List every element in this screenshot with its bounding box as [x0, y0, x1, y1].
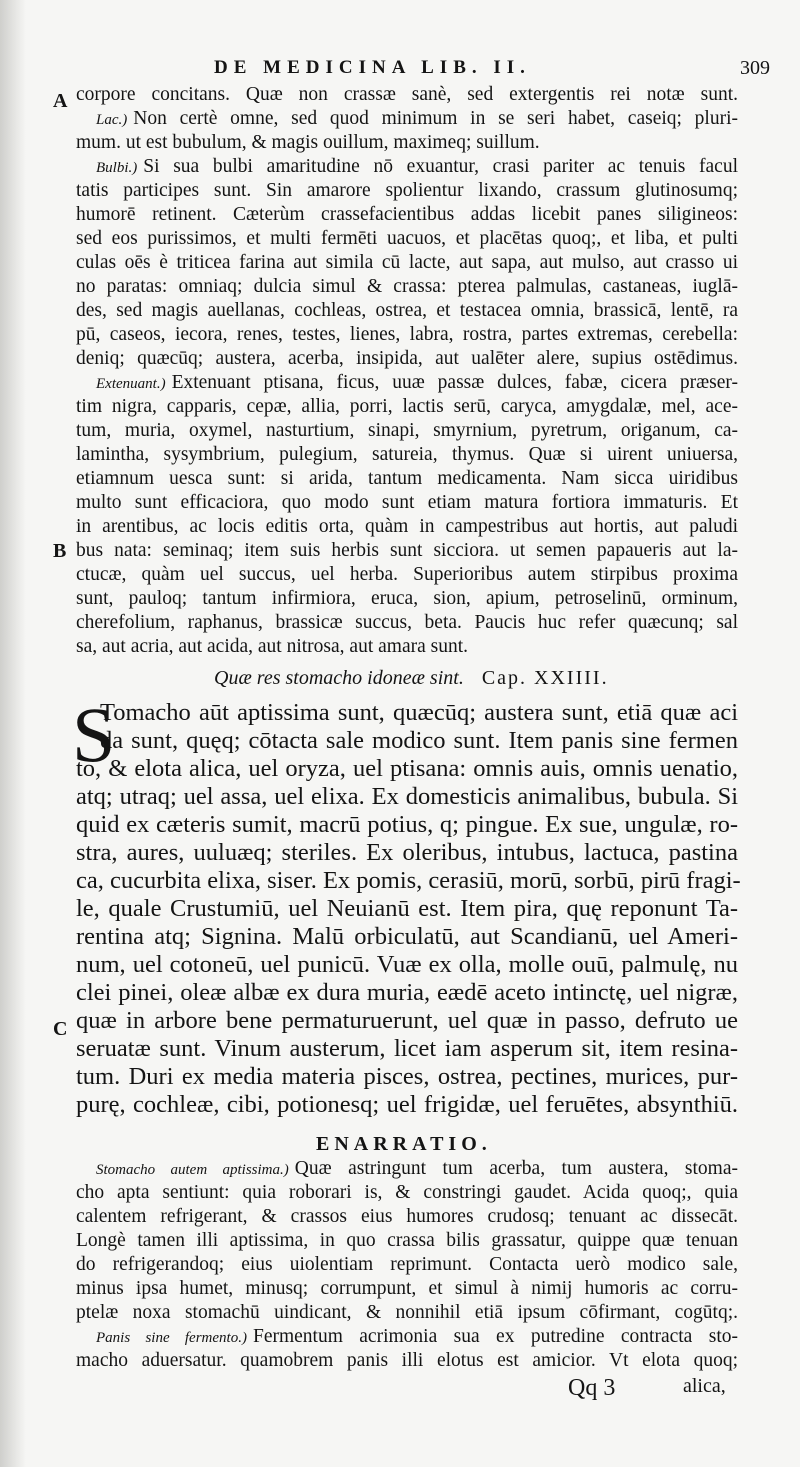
text-line: minus ipsa humet, minusq; corrumpunt, et simul à nimij humoris ac corru-	[76, 1278, 738, 1299]
text-line: da sunt, quęq; cōtacta sale modico sunt. Item panis sine fermen	[100, 727, 738, 754]
text-line: seruatæ sunt. Vinum austerum, licet iam asperum sit, item resina-	[76, 1035, 738, 1062]
text-line: ptelæ noxa stomachū uindicant, & nonnihil etiā ipsum cōfirmant, cogūtq;.	[76, 1302, 738, 1323]
marginal-label: Stomacho autem aptissima.)	[96, 1162, 289, 1178]
text-line: tum, muria, oxymel, nasturtium, sinapi, smyrnium, pyretrum, origanum, ca-	[76, 420, 738, 441]
text-line: etiamnum uesca sunt: si arida, tantum medicamenta. Nam sicca uiridibus	[76, 468, 738, 489]
line-text: Si sua bulbi amaritudine nō exuantur, crasi pariter ac tenuis facul	[143, 156, 738, 177]
text-line: tum. Duri ex media materia pisces, ostrea, pectines, murices, pur-	[76, 1063, 738, 1090]
text-line: ctucæ, quàm uel succus, uel herba. Superioribus autem stirpibus proxima	[76, 564, 738, 585]
text-line	[96, 155, 738, 180]
margin-letter-c: C	[53, 1018, 68, 1040]
text-line: sa, aut acria, aut acida, aut nitrosa, aut amara sunt.	[76, 636, 468, 657]
chapter-number: Cap. XXIIII.	[481, 667, 609, 689]
signature-mark: Qq 3	[568, 1375, 616, 1401]
text-line: le, quale Crustumiū, uel Neuianū est. Item pira, quę reponunt Ta-	[76, 895, 738, 922]
text-line: lamintha, sysymbrium, pulegium, satureia, thymus. Quæ si uirent uniuersa,	[76, 444, 738, 465]
text-line: cherefolium, raphanus, brassicæ succus, beta. Paucis huc refer quæcunq; sal	[76, 612, 738, 633]
page-number: 309	[740, 57, 770, 79]
catchword: alica,	[683, 1375, 726, 1397]
line-text: Non certè omne, sed quod minimum in se seri habet, caseiq; pluri-	[133, 108, 738, 129]
text-line: no paratas: omniaq; dulcia simul & crassa: ptereа palmulas, castaneas, iuglā-	[76, 276, 738, 297]
text-line: culas oēs è triticea farina aut simila cū lacte, aut sapa, aut mulso, aut crasso ui	[76, 252, 738, 273]
line-text: Quæ astringunt tum acerba, tum austera, stoma-	[294, 1158, 738, 1179]
text-line: quæ in arbore bene permaturuerunt, uel quæ in passo, defruto ue	[76, 1007, 738, 1034]
running-title: DE MEDICINA LIB. II.	[214, 57, 531, 78]
text-line: tatis participes sunt. Sin amarore spolientur lixando, crassum glutinosumq;	[76, 180, 738, 201]
text-line	[96, 107, 738, 132]
marginal-label: Bulbi.)	[96, 160, 138, 176]
text-line: purę, cochleæ, cibi, potionesq; uel frigidæ, uel feruētes, absynthiū.	[76, 1091, 738, 1118]
text-line: clei pinei, oleæ albæ ex dura muria, eædē aceto intinctę, uel nigræ,	[76, 979, 738, 1006]
text-line: Longè tamen illi aptissima, in quo crassa bilis grassatur, quippe quæ tenuan	[76, 1230, 738, 1251]
text-line	[96, 1157, 738, 1182]
marginal-label: Lac.)	[96, 112, 128, 128]
chapter-heading	[214, 667, 609, 690]
text-line: num, uel cotoneū, uel punicū. Vuæ ex olla, molle ouū, palmulę, nu	[76, 951, 738, 978]
text-line: macho aduersatur. quamobrem panis illi elotus est amicior. Vt elota quoq;	[76, 1350, 738, 1371]
text-line: stra, aures, uuluæq; steriles. Ex oleribus, intubus, lactuca, pastina	[76, 839, 738, 866]
marginal-label: Extenuant.)	[96, 376, 166, 392]
text-line: cho apta sentiunt: quia roborari is, & constringi gaudet. Acida quoq;, quia	[76, 1182, 738, 1203]
text-line: bus nata: seminaq; item suis herbis sunt sicciora. ut semen papaueris aut la-	[76, 540, 738, 561]
text-line: calentem refrigerant, & crassos eius humores crudosq; tenuant ac dissecāt.	[76, 1206, 738, 1227]
text-line: sed eos purissimos, et multi fermēti uacuos, et placētas quoq;, et liba, et pulti	[76, 228, 738, 249]
text-line: sunt, pauloq; tantum infirmiora, eruca, sion, apium, petroselinū, orminum,	[76, 588, 738, 609]
text-line: corpore concitans. Quæ non crassæ sanè, sed extergentis rei notæ sunt.	[76, 84, 738, 105]
text-line: pū, caseos, iecora, renes, testes, lienes, labra, rostra, partes extremas, cerebella:	[76, 324, 738, 345]
text-line: ca, cucurbita elixa, siser. Ex pomis, cerasiū, morū, sorbū, pirū fragi-	[76, 867, 741, 894]
text-line: to, & elota alica, uel oryza, uel ptisana: omnis auis, omnis uenatio,	[76, 755, 738, 782]
text-line: in arentibus, ac locis editis orta, quàm in campestribus aut hortis, aut paludi	[76, 516, 738, 537]
text-line: do refrigerandoq; eius uiolentiam reprimunt. Contacta uerò modico sale,	[76, 1254, 738, 1275]
text-line: Tomacho aūt aptissima sunt, quæcūq; austera sunt, etiā quæ aci	[100, 699, 738, 726]
text-line: mum. ut est bubulum, & magis ouillum, maximeq; suillum.	[76, 132, 540, 153]
text-line	[96, 1325, 738, 1350]
text-line: rentina atq; Signina. Malū orbiculatū, aut Scandianū, uel Ameri-	[76, 923, 738, 950]
text-line: quid ex cæteris sumit, macrū potius, q; pingue. Ex sue, ungulæ, ro-	[76, 811, 738, 838]
text-line: des, sed magis auellanas, cochleas, ostrea, et testacea omnia, brassicā, lentē, ra	[76, 300, 738, 321]
text-line: humorē retinent. Cæterùm crassefacientibus addas licebit panes siligineos:	[76, 204, 738, 225]
line-text: Extenuant ptisana, ficus, uuæ passæ dulces, fabæ, cicera præser-	[171, 372, 738, 393]
margin-letter-b: B	[53, 540, 67, 562]
text-line: multo sunt efficaciora, quo modo sunt etiam matura fortiora immaturis. Et	[76, 492, 738, 513]
enarratio-heading: ENARRATIO.	[316, 1133, 492, 1155]
line-text: Fermentum acrimonia sua ex putredine contracta sto-	[252, 1326, 738, 1347]
drop-cap: S	[72, 691, 116, 778]
marginal-label: Panis sine fermento.)	[96, 1330, 247, 1346]
chapter-title: Quæ res stomacho idoneæ sint.	[214, 667, 464, 689]
text-line: tim nigra, capparis, cepæ, allia, porri, lactis serū, caryca, amygdalæ, mel, ace-	[76, 396, 738, 417]
text-line	[96, 371, 738, 396]
margin-letter-a: A	[53, 90, 68, 112]
text-line: deniq; quæcūq; austera, acerba, insipida, aut ualēter alere, supius ostēdimus.	[76, 348, 738, 369]
text-line: atq; utraq; uel assa, uel elixa. Ex domesticis animalibus, bubula. Si	[76, 783, 738, 810]
